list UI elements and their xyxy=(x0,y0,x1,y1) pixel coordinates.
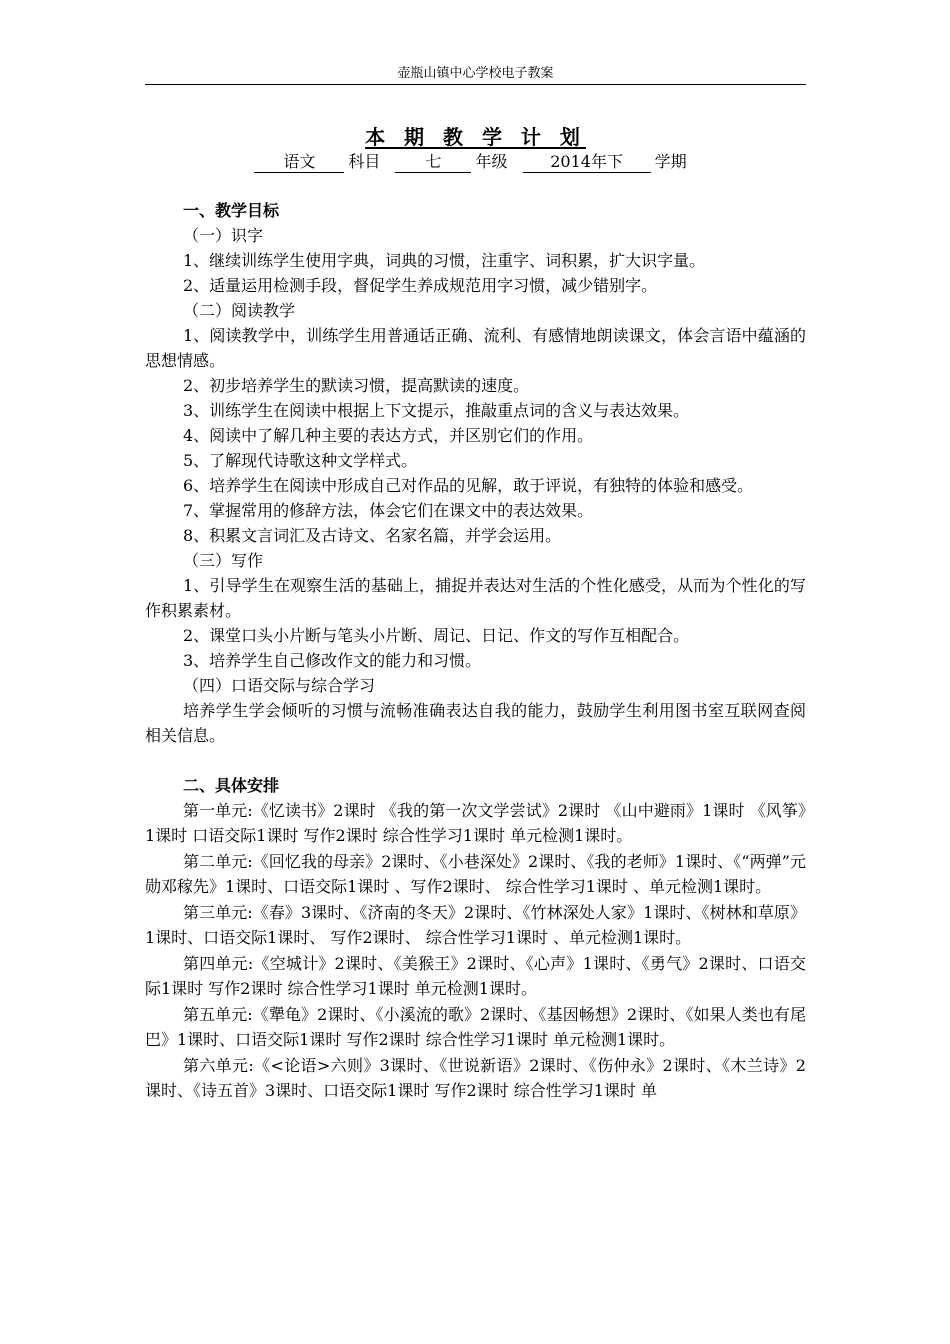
term-value: 2014年下 xyxy=(523,152,651,173)
term-label: 学期 xyxy=(654,152,687,171)
section-gap xyxy=(145,748,806,773)
grade-label: 年级 xyxy=(475,152,508,171)
document-title-text: 本 期 教 学 计 划 xyxy=(365,125,586,149)
unit-schedule: 第五单元:《犟龟》2课时、《小溪流的歌》2课时、《基因畅想》2课时、《如果人类也有尾巴》1课时、口语交际1课时 写作2课时 综合性学习1课时 单元检测1课时。 xyxy=(145,1005,806,1049)
header-divider xyxy=(145,84,806,85)
paragraph: 6、培养学生在阅读中形成自己对作品的见解，敢于评说，有独特的体验和感受。 xyxy=(183,476,754,495)
paragraph: 培养学生学会倾听的习惯与流畅准确表达自我的能力，鼓励学生利用图书室互联网查阅相关信息。 xyxy=(145,701,806,745)
paragraph: 1、阅读教学中，训练学生用普通话正确、流利、有感情地朗读课文，体会言语中蕴涵的思想情感。 xyxy=(145,326,806,370)
paragraph: 1、引导学生在观察生活的基础上，捕捉并表达对生活的个性化感受，从而为个性化的写作积累素材。 xyxy=(145,576,806,620)
document-body xyxy=(145,198,806,1104)
subject-value: 语文 xyxy=(254,152,344,173)
paragraph: 5、了解现代诗歌这种文学样式。 xyxy=(183,451,418,470)
document-subtitle xyxy=(145,150,806,174)
paragraph: 2、初步培养学生的默读习惯，提高默读的速度。 xyxy=(183,376,530,395)
section-heading-goals: 一、教学目标 xyxy=(183,201,280,220)
page-header: 壶瓶山镇中心学校电子教案 xyxy=(397,66,554,81)
unit-schedule: 第四单元:《空城计》2课时、《美猴王》2课时、《心声》1课时、《勇气》2课时、口语交际1课时 写作2课时 综合性学习1课时 单元检测1课时。 xyxy=(145,954,806,998)
paragraph: 2、适量运用检测手段，督促学生养成规范用字习惯，减少错别字。 xyxy=(183,276,658,295)
grade-value: 七 xyxy=(395,152,471,173)
subsection-title-writing: （三）写作 xyxy=(183,551,264,570)
paragraph: 3、培养学生自己修改作文的能力和习惯。 xyxy=(183,651,482,670)
paragraph: 4、阅读中了解几种主要的表达方式，并区别它们的作用。 xyxy=(183,426,594,445)
unit-schedule: 第一单元:《忆读书》2课时 《我的第一次文学尝试》2课时 《山中避雨》1课时 《风筝》1课时 口语交际1课时 写作2课时 综合性学习1课时 单元检测1课时。 xyxy=(145,801,806,845)
paragraph: 2、课堂口头小片断与笔头小片断、周记、日记、作文的写作互相配合。 xyxy=(183,626,690,645)
subsection-title-oral: （四）口语交际与综合学习 xyxy=(183,676,376,695)
subject-label: 科目 xyxy=(348,152,381,171)
paragraph: 7、掌握常用的修辞方法，体会它们在课文中的表达效果。 xyxy=(183,501,594,520)
subsection-title-reading: （二）阅读教学 xyxy=(183,301,296,320)
paragraph: 8、积累文言词汇及古诗文、名家名篇，并学会运用。 xyxy=(183,526,562,545)
paragraph: 3、训练学生在阅读中根据上下文提示，推敲重点词的含义与表达效果。 xyxy=(183,401,690,420)
subsection-title-literacy: （一）识字 xyxy=(183,226,264,245)
unit-schedule: 第三单元:《春》3课时、《济南的冬天》2课时、《竹林深处人家》1课时、《树林和草原》1课时、口语交际1课时、 写作2课时、 综合性学习1课时 、单元检测1课时。 xyxy=(145,903,806,947)
paragraph: 1、继续训练学生使用字典，词典的习惯，注重字、词积累，扩大识字量。 xyxy=(183,251,706,270)
section-heading-schedule: 二、具体安排 xyxy=(183,776,280,795)
document-title xyxy=(145,124,806,150)
unit-schedule: 第六单元:《<论语>六则》3课时、《世说新语》2课时、《伤仲永》2课时、《木兰诗》2课时、《诗五首》3课时、口语交际1课时 写作2课时 综合性学习1课时 单 xyxy=(145,1056,806,1100)
unit-schedule: 第二单元:《回忆我的母亲》2课时、《小巷深处》2课时、《我的老师》1课时、《“两弹”元勋邓稼先》1课时、口语交际1课时 、写作2课时、 综合性学习1课时 、单元检测1课时。 xyxy=(145,852,806,896)
schedule-list xyxy=(145,798,806,1103)
